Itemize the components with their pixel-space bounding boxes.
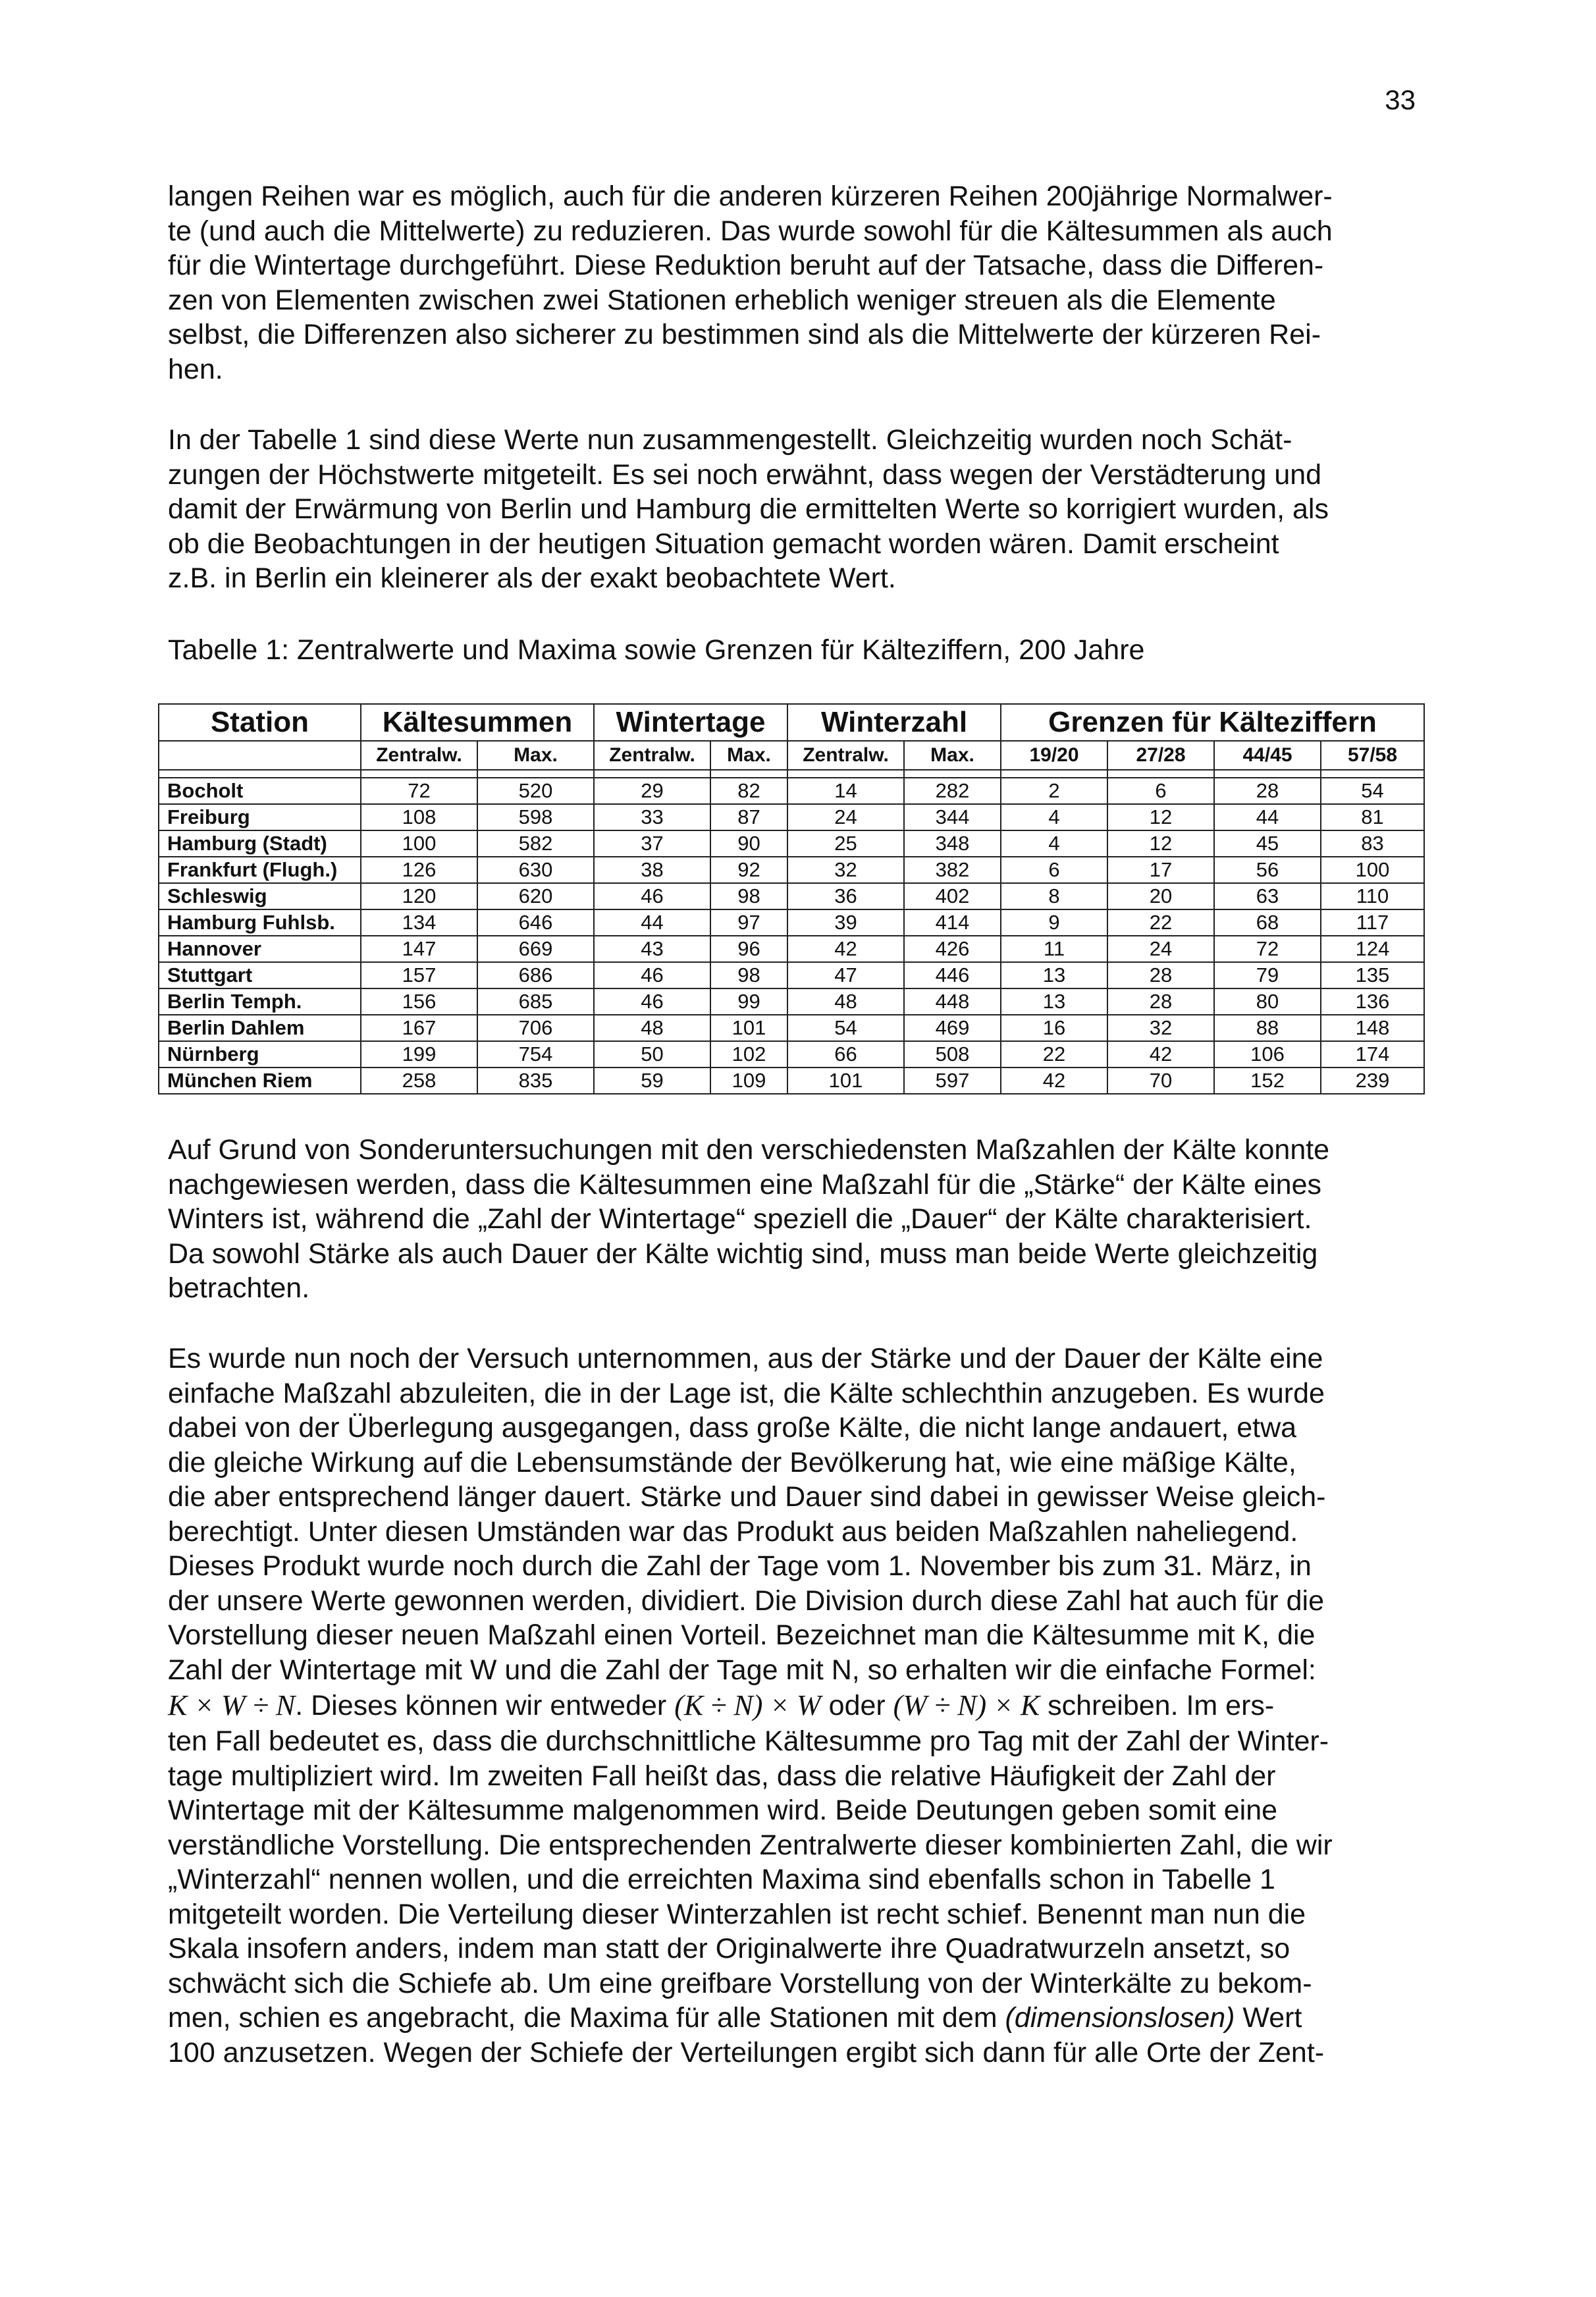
value-cell: 446 <box>904 962 1001 988</box>
table-caption: Tabelle 1: Zentralwerte und Maxima sowie Grenzen für Kälteziffern, 200 Jahre <box>168 634 1145 666</box>
table-spacer-row <box>159 770 1424 778</box>
value-cell: 646 <box>477 909 594 936</box>
text-line: betrachten. <box>168 1272 310 1304</box>
value-cell: 8 <box>1001 883 1107 909</box>
sub-header-empty <box>159 741 361 770</box>
formula-text: oder <box>820 1690 893 1721</box>
value-cell: 157 <box>361 962 477 988</box>
value-cell: 754 <box>477 1041 594 1067</box>
text-line: z.B. in Berlin ein kleinerer als der exakt beobachtete Wert. <box>168 562 896 594</box>
value-cell: 38 <box>594 857 710 883</box>
value-cell: 87 <box>710 804 787 830</box>
text-line: Winters ist, während die „Zahl der Wintertage“ speziell die „Dauer“ der Kälte charakterisiert. <box>168 1203 1312 1235</box>
sub-header: 57/58 <box>1321 741 1424 770</box>
value-cell: 11 <box>1001 936 1107 962</box>
value-cell: 348 <box>904 830 1001 857</box>
value-cell: 97 <box>710 909 787 936</box>
value-cell: 63 <box>1214 883 1321 909</box>
text-line: Vorstellung dieser neuen Maßzahl einen Vorteil. Bezeichnet man die Kältesumme mit K, die <box>168 1619 1316 1651</box>
value-cell: 46 <box>594 988 710 1015</box>
table-row <box>159 778 1424 804</box>
value-cell: 46 <box>594 962 710 988</box>
text-line: „Winterzahl“ nennen wollen, und die erreichten Maxima sind ebenfalls schon in Tabelle 1 <box>168 1864 1275 1895</box>
text-line: selbst, die Differenzen also sicherer zu bestimmen sind als die Mittelwerte der kürzeren Rei- <box>168 319 1321 350</box>
value-cell: 48 <box>787 988 904 1015</box>
text-line: Es wurde nun noch der Versuch unternommen, aus der Stärke und der Dauer der Kälte eine <box>168 1343 1323 1374</box>
header-winterzahl: Winterzahl <box>787 704 1001 741</box>
value-cell: 706 <box>477 1015 594 1041</box>
value-cell: 426 <box>904 936 1001 962</box>
value-cell: 48 <box>594 1015 710 1041</box>
value-cell: 167 <box>361 1015 477 1041</box>
value-cell: 100 <box>1321 857 1424 883</box>
text-line: ten Fall bedeutet es, dass die durchschnittliche Kältesumme pro Tag mit der Zahl der Winter- <box>168 1725 1329 1757</box>
station-name-cell: Frankfurt (Flugh.) <box>159 857 361 883</box>
text-line: einfache Maßzahl abzuleiten, die in der Lage ist, die Kälte schlechthin anzugeben. Es wurde <box>168 1377 1325 1409</box>
text-segment: Wert <box>1235 2002 1302 2034</box>
formula-w-div-n-times-k: (W ÷ N) × K <box>893 1689 1040 1721</box>
value-cell: 110 <box>1321 883 1424 909</box>
text-line: schwächt sich die Schiefe ab. Um eine greifbare Vorstellung von der Winterkälte zu bekom- <box>168 1967 1312 1999</box>
table-row <box>159 1067 1424 1094</box>
formula-k-div-n-times-w: (K ÷ N) × W <box>674 1689 821 1721</box>
header-station: Station <box>159 704 361 741</box>
value-cell: 620 <box>477 883 594 909</box>
text-line: Wintertage mit der Kältesumme malgenommen wird. Beide Deutungen geben somit eine <box>168 1795 1278 1826</box>
value-cell: 448 <box>904 988 1001 1015</box>
table-row <box>159 1041 1424 1067</box>
table-body <box>159 770 1424 1094</box>
sub-header: Zentralw. <box>787 741 904 770</box>
value-cell: 199 <box>361 1041 477 1067</box>
formula-k-times-w-div-n: K × W ÷ N <box>168 1689 296 1721</box>
value-cell: 56 <box>1214 857 1321 883</box>
text-line: dabei von der Überlegung ausgegangen, dass große Kälte, die nicht lange andauert, etwa <box>168 1412 1297 1444</box>
sub-header: Max. <box>710 741 787 770</box>
station-name-cell: Freiburg <box>159 804 361 830</box>
text-line: Skala insofern anders, indem man statt der Originalwerte ihre Quadratwurzeln ansetzt, so <box>168 1933 1290 1964</box>
value-cell: 14 <box>787 778 904 804</box>
sub-header: 19/20 <box>1001 741 1107 770</box>
value-cell: 54 <box>787 1015 904 1041</box>
value-cell: 28 <box>1214 778 1321 804</box>
value-cell: 148 <box>1321 1015 1424 1041</box>
value-cell: 9 <box>1001 909 1107 936</box>
value-cell: 59 <box>594 1067 710 1094</box>
text-line: Zahl der Wintertage mit W und die Zahl der Tage mit N, so erhalten wir die einfache Formel: <box>168 1654 1316 1686</box>
value-cell: 33 <box>594 804 710 830</box>
table-row <box>159 988 1424 1015</box>
value-cell: 22 <box>1001 1041 1107 1067</box>
station-name-cell: Hamburg Fuhlsb. <box>159 909 361 936</box>
text-line: zen von Elementen zwischen zwei Stationen erheblich weniger streuen als die Elemente <box>168 284 1276 316</box>
value-cell: 2 <box>1001 778 1107 804</box>
value-cell: 17 <box>1107 857 1214 883</box>
table-row <box>159 1015 1424 1041</box>
paragraph-3 <box>168 1133 1412 1306</box>
text-line: Auf Grund von Sonderuntersuchungen mit den verschiedensten Maßzahlen der Kälte konnte <box>168 1134 1330 1166</box>
value-cell: 120 <box>361 883 477 909</box>
value-cell: 45 <box>1214 830 1321 857</box>
value-cell: 382 <box>904 857 1001 883</box>
sub-header: Zentralw. <box>361 741 477 770</box>
table-group-header-row <box>159 704 1424 741</box>
value-cell: 630 <box>477 857 594 883</box>
value-cell: 6 <box>1001 857 1107 883</box>
table-row <box>159 857 1424 883</box>
value-cell: 598 <box>477 804 594 830</box>
sub-header: Max. <box>904 741 1001 770</box>
value-cell: 79 <box>1214 962 1321 988</box>
value-cell: 32 <box>787 857 904 883</box>
value-cell: 174 <box>1321 1041 1424 1067</box>
value-cell: 109 <box>710 1067 787 1094</box>
header-wintertage: Wintertage <box>594 704 787 741</box>
sub-header: 27/28 <box>1107 741 1214 770</box>
value-cell: 82 <box>710 778 787 804</box>
value-cell: 106 <box>1214 1041 1321 1067</box>
value-cell: 96 <box>710 936 787 962</box>
value-cell: 16 <box>1001 1015 1107 1041</box>
value-cell: 98 <box>710 962 787 988</box>
value-cell: 239 <box>1321 1067 1424 1094</box>
text-line: zungen der Höchstwerte mitgeteilt. Es sei noch erwähnt, dass wegen der Verstädterung und <box>168 458 1322 491</box>
value-cell: 12 <box>1107 804 1214 830</box>
value-cell: 108 <box>361 804 477 830</box>
table-row <box>159 883 1424 909</box>
value-cell: 12 <box>1107 830 1214 857</box>
station-name-cell: Hamburg (Stadt) <box>159 830 361 857</box>
text-line: berechtigt. Unter diesen Umständen war das Produkt aus beiden Maßzahlen naheliegend. <box>168 1515 1298 1548</box>
value-cell: 156 <box>361 988 477 1015</box>
value-cell: 29 <box>594 778 710 804</box>
text-line: der unsere Werte gewonnen werden, dividiert. Die Division durch diese Zahl hat auch für die <box>168 1584 1324 1617</box>
sub-header: 44/45 <box>1214 741 1321 770</box>
formula-text: schreiben. Im ers- <box>1040 1690 1275 1721</box>
value-cell: 80 <box>1214 988 1321 1015</box>
text-line: Dieses Produkt wurde noch durch die Zahl der Tage vom 1. November bis zum 31. März, in <box>168 1550 1312 1582</box>
value-cell: 669 <box>477 936 594 962</box>
value-cell: 101 <box>787 1067 904 1094</box>
value-cell: 98 <box>710 883 787 909</box>
station-name-cell: Bocholt <box>159 778 361 804</box>
table-sub-header-row <box>159 741 1424 770</box>
value-cell: 42 <box>787 936 904 962</box>
header-grenzen: Grenzen für Kälteziffern <box>1001 704 1424 741</box>
value-cell: 686 <box>477 962 594 988</box>
formula-line <box>168 1687 1412 1724</box>
value-cell: 100 <box>361 830 477 857</box>
value-cell: 90 <box>710 830 787 857</box>
text-line: die aber entsprechend länger dauert. Stärke und Dauer sind dabei in gewisser Weise gleich- <box>168 1481 1326 1513</box>
value-cell: 102 <box>710 1041 787 1067</box>
value-cell: 344 <box>904 804 1001 830</box>
paragraph-4 <box>168 1341 1412 2070</box>
station-name-cell: Stuttgart <box>159 962 361 988</box>
value-cell: 44 <box>1214 804 1321 830</box>
value-cell: 81 <box>1321 804 1424 830</box>
paragraph-2 <box>168 423 1412 596</box>
table-row <box>159 936 1424 962</box>
value-cell: 83 <box>1321 830 1424 857</box>
value-cell: 50 <box>594 1041 710 1067</box>
value-cell: 135 <box>1321 962 1424 988</box>
table-row <box>159 830 1424 857</box>
station-name-cell: Berlin Temph. <box>159 988 361 1015</box>
table-row <box>159 804 1424 830</box>
formula-text: . Dieses können wir entweder <box>295 1690 675 1721</box>
data-table <box>158 703 1425 1094</box>
value-cell: 44 <box>594 909 710 936</box>
value-cell: 4 <box>1001 830 1107 857</box>
text-line: mitgeteilt worden. Die Verteilung dieser Winterzahlen ist recht schief. Benennt man nun die <box>168 1898 1306 1930</box>
value-cell: 134 <box>361 909 477 936</box>
value-cell: 13 <box>1001 988 1107 1015</box>
text-line: damit der Erwärmung von Berlin und Hamburg die ermittelten Werte so korrigiert wurden, als <box>168 493 1329 525</box>
value-cell: 54 <box>1321 778 1424 804</box>
value-cell: 37 <box>594 830 710 857</box>
value-cell: 117 <box>1321 909 1424 936</box>
value-cell: 6 <box>1107 778 1214 804</box>
value-cell: 469 <box>904 1015 1001 1041</box>
text-line: 100 anzusetzen. Wegen der Schiefe der Verteilungen ergibt sich dann für alle Orte der Zent- <box>168 2036 1325 2068</box>
header-kaeltesummen: Kältesummen <box>361 704 594 741</box>
value-cell: 72 <box>1214 936 1321 962</box>
station-name-cell: München Riem <box>159 1067 361 1094</box>
value-cell: 582 <box>477 830 594 857</box>
value-cell: 46 <box>594 883 710 909</box>
value-cell: 282 <box>904 778 1001 804</box>
text-line: ob die Beobachtungen in der heutigen Situation gemacht worden wären. Damit erscheint <box>168 527 1279 560</box>
value-cell: 66 <box>787 1041 904 1067</box>
value-cell: 136 <box>1321 988 1424 1015</box>
text-line: die gleiche Wirkung auf die Lebensumstände der Bevölkerung hat, wie eine mäßige Kälte, <box>168 1446 1296 1478</box>
value-cell: 685 <box>477 988 594 1015</box>
value-cell: 36 <box>787 883 904 909</box>
station-name-cell: Berlin Dahlem <box>159 1015 361 1041</box>
value-cell: 402 <box>904 883 1001 909</box>
value-cell: 88 <box>1214 1015 1321 1041</box>
value-cell: 25 <box>787 830 904 857</box>
sub-header: Zentralw. <box>594 741 710 770</box>
value-cell: 4 <box>1001 804 1107 830</box>
text-line: langen Reihen war es möglich, auch für die anderen kürzeren Reihen 200jährige Normalwer- <box>168 180 1333 212</box>
value-cell: 28 <box>1107 962 1214 988</box>
value-cell: 20 <box>1107 883 1214 909</box>
station-name-cell: Schleswig <box>159 883 361 909</box>
text-line: In der Tabelle 1 sind diese Werte nun zusammengestellt. Gleichzeitig wurden noch Schät- <box>168 424 1292 456</box>
value-cell: 32 <box>1107 1015 1214 1041</box>
value-cell: 24 <box>1107 936 1214 962</box>
value-cell: 43 <box>594 936 710 962</box>
text-line: tage multipliziert wird. Im zweiten Fall heißt das, dass die relative Häufigkeit der Zahl der <box>168 1760 1276 1792</box>
value-cell: 520 <box>477 778 594 804</box>
value-cell: 13 <box>1001 962 1107 988</box>
value-cell: 72 <box>361 778 477 804</box>
value-cell: 835 <box>477 1067 594 1094</box>
station-name-cell: Hannover <box>159 936 361 962</box>
value-cell: 68 <box>1214 909 1321 936</box>
value-cell: 101 <box>710 1015 787 1041</box>
value-cell: 24 <box>787 804 904 830</box>
value-cell: 597 <box>904 1067 1001 1094</box>
value-cell: 414 <box>904 909 1001 936</box>
text-line: nachgewiesen werden, dass die Kältesummen eine Maßzahl für die „Stärke“ der Kälte eines <box>168 1168 1321 1201</box>
text-line: hen. <box>168 353 223 385</box>
value-cell: 70 <box>1107 1067 1214 1094</box>
page-number: 33 <box>1385 84 1416 115</box>
text-line <box>168 2001 1412 2036</box>
station-name-cell: Nürnberg <box>159 1041 361 1067</box>
value-cell: 47 <box>787 962 904 988</box>
text-line: für die Wintertage durchgeführt. Diese Reduktion beruht auf der Tatsache, dass die Differen- <box>168 250 1324 281</box>
italic-phrase: (dimensionslosen) <box>1005 2002 1235 2034</box>
text-segment: men, schien es angebracht, die Maxima für alle Stationen mit dem <box>168 2002 1005 2034</box>
value-cell: 42 <box>1107 1041 1214 1067</box>
value-cell: 28 <box>1107 988 1214 1015</box>
table-row <box>159 962 1424 988</box>
value-cell: 92 <box>710 857 787 883</box>
value-cell: 39 <box>787 909 904 936</box>
value-cell: 508 <box>904 1041 1001 1067</box>
value-cell: 147 <box>361 936 477 962</box>
text-line: te (und auch die Mittelwerte) zu reduzieren. Das wurde sowohl für die Kältesummen als auch <box>168 215 1333 247</box>
sub-header: Max. <box>477 741 594 770</box>
value-cell: 152 <box>1214 1067 1321 1094</box>
value-cell: 99 <box>710 988 787 1015</box>
value-cell: 22 <box>1107 909 1214 936</box>
value-cell: 124 <box>1321 936 1424 962</box>
text-line: verständliche Vorstellung. Die entsprechenden Zentralwerte dieser kombinierten Zahl, die wir <box>168 1829 1333 1861</box>
value-cell: 126 <box>361 857 477 883</box>
table-row <box>159 909 1424 936</box>
text-line: Da sowohl Stärke als auch Dauer der Kälte wichtig sind, muss man beide Werte gleichzeitig <box>168 1237 1318 1270</box>
value-cell: 42 <box>1001 1067 1107 1094</box>
paragraph-1 <box>168 179 1412 387</box>
value-cell: 258 <box>361 1067 477 1094</box>
